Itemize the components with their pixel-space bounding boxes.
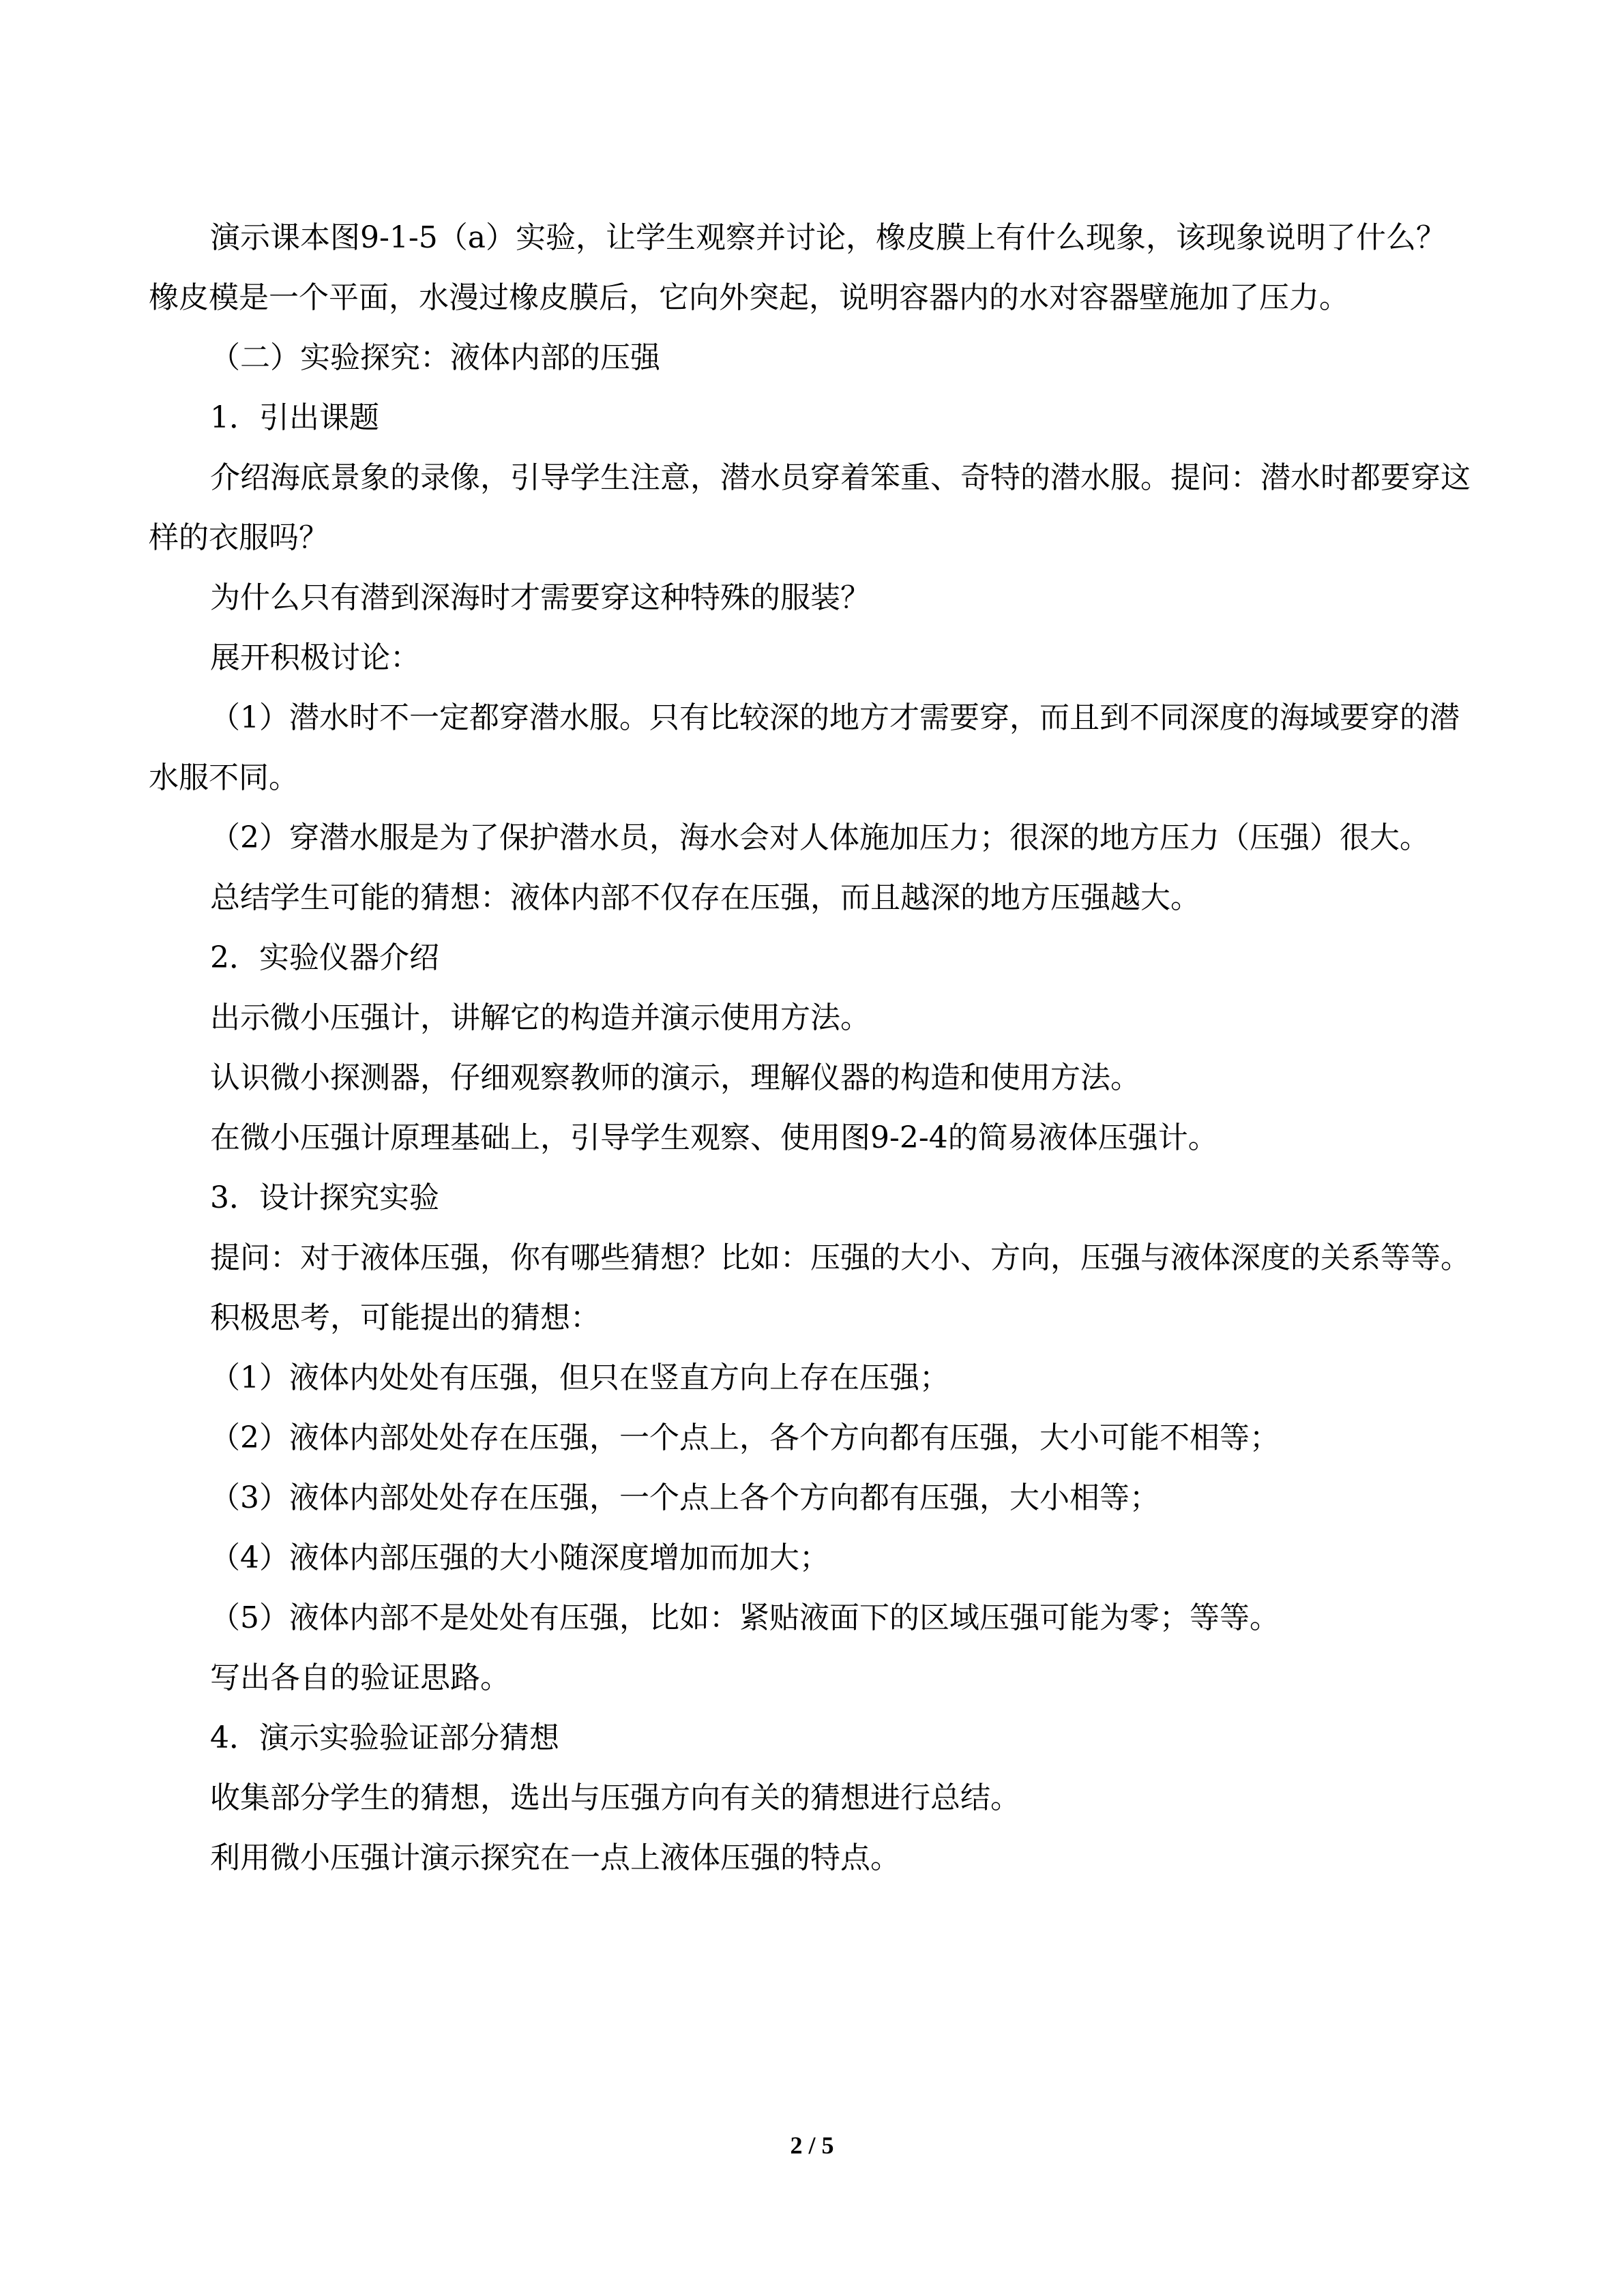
- paragraph-verification-ideas: 写出各自的验证思路。: [210, 1660, 510, 1695]
- paragraph-deep-sea-question: 为什么只有潜到深海时才需要穿这种特殊的服装？: [210, 580, 870, 615]
- subheading-demo-verify: 4．演示实验验证部分猜想: [210, 1720, 559, 1755]
- paragraph-question-guesses: 提问：对于液体压强，你有哪些猜想？比如：压强的大小、方向，压强与液体深度的关系等等。: [210, 1240, 1471, 1275]
- paragraph-simple-manometer: 在微小压强计原理基础上，引导学生观察、使用图9-2-4的简易液体压强计。: [210, 1120, 1218, 1155]
- list-item-diving-suit-2: （2）穿潜水服是为了保护潜水员，海水会对人体施加压力；很深的地方压力（压强）很大。: [210, 820, 1430, 855]
- list-item-diving-suit-1: （1）潜水时不一定都穿潜水服。只有比较深的地方才需要穿，而且到不同深度的海域要穿的潜水服不同。: [149, 700, 1460, 795]
- paragraph-collect-guesses: 收集部分学生的猜想，选出与压强方向有关的猜想进行总结。: [210, 1780, 1020, 1815]
- subheading-instrument-intro: 2．实验仪器介绍: [210, 940, 439, 975]
- list-item-guess-4: （4）液体内部压强的大小随深度增加而加大；: [210, 1540, 829, 1575]
- paragraph-summary-guess: 总结学生可能的猜想：液体内部不仅存在压强，而且越深的地方压强越大。: [210, 880, 1200, 915]
- document-body: [149, 208, 1475, 1888]
- list-item-guess-1: （1）液体内处处有压强，但只在竖直方向上存在压强；: [210, 1360, 949, 1395]
- subheading-design-experiment: 3．设计探究实验: [210, 1180, 439, 1215]
- list-item-guess-3: （3）液体内部处处存在压强，一个点上各个方向都有压强，大小相等；: [210, 1480, 1160, 1515]
- paragraph-show-manometer: 出示微小压强计，讲解它的构造并演示使用方法。: [210, 1000, 870, 1035]
- paragraph-possible-guesses: 积极思考，可能提出的猜想：: [210, 1300, 600, 1335]
- paragraph-discussion: 展开积极讨论：: [210, 640, 420, 675]
- list-item-guess-2: （2）液体内部处处存在压强，一个点上，各个方向都有压强，大小可能不相等；: [210, 1420, 1280, 1455]
- section-heading-experiment-inquiry: （二）实验探究：液体内部的压强: [210, 340, 660, 375]
- subheading-introduce-topic: 1．引出课题: [210, 400, 379, 435]
- paragraph-demo-experiment: 演示课本图9-1-5（a）实验，让学生观察并讨论，橡皮膜上有什么现象，该现象说明了什么？橡皮模是一个平面，水漫过橡皮膜后，它向外突起，说明容器内的水对容器壁施加了压力。: [149, 220, 1446, 315]
- page-number: 2 / 5: [790, 2132, 834, 2159]
- paragraph-demo-point-pressure: 利用微小压强计演示探究在一点上液体压强的特点。: [210, 1840, 900, 1875]
- list-item-guess-5: （5）液体内部不是处处有压强，比如：紧贴液面下的区域压强可能为零；等等。: [210, 1600, 1280, 1635]
- paragraph-recognize-detector: 认识微小探测器，仔细观察教师的演示，理解仪器的构造和使用方法。: [210, 1060, 1140, 1095]
- paragraph-diving-video: 介绍海底景象的录像，引导学生注意，潜水员穿着笨重、奇特的潜水服。提问：潜水时都要穿这样的衣服吗？: [149, 460, 1471, 555]
